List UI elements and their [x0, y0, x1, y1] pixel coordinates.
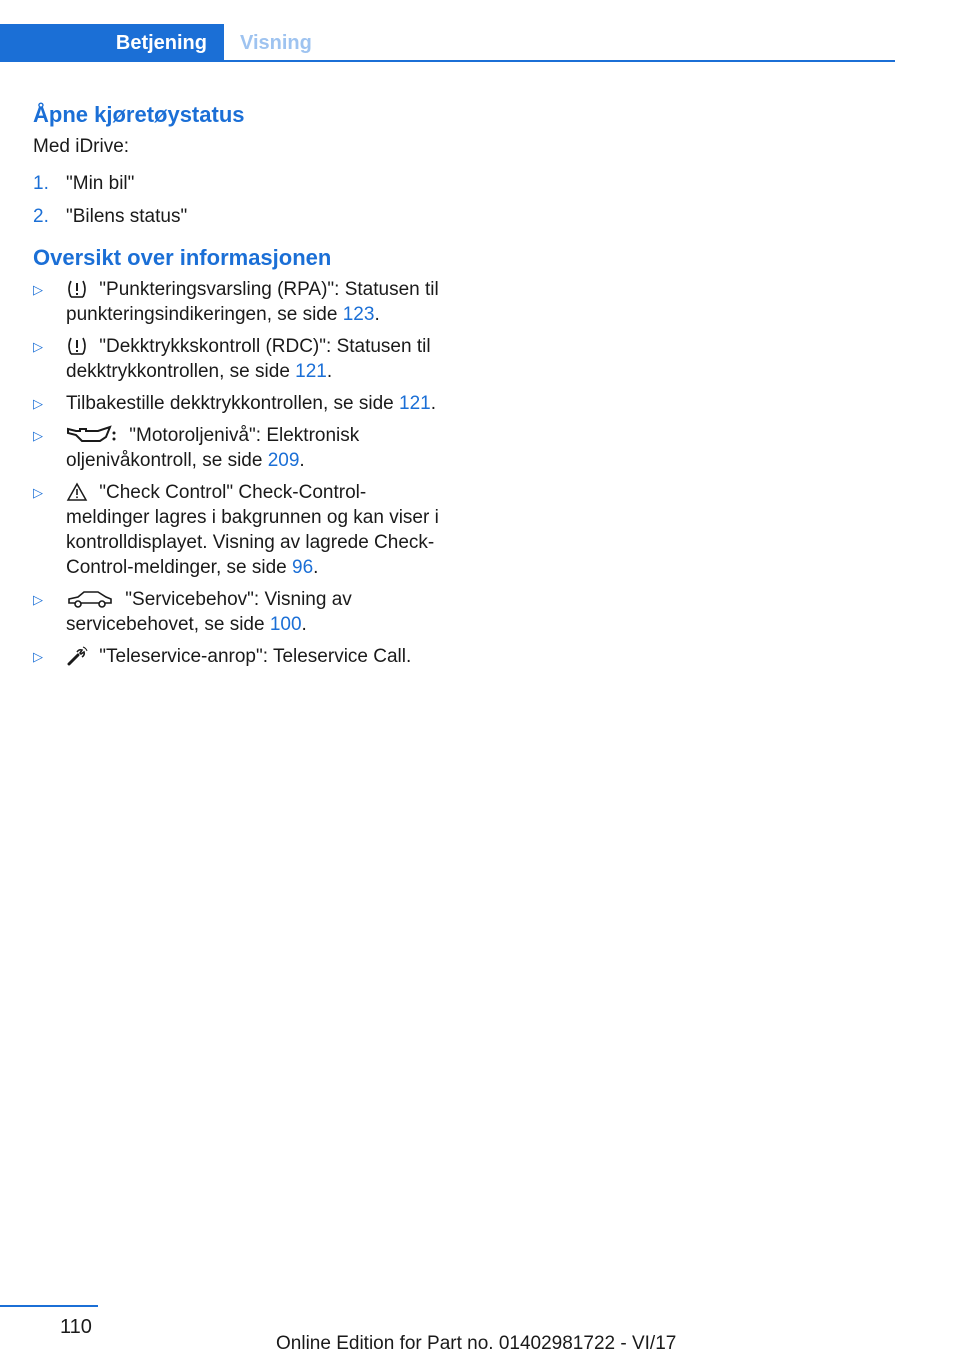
tab-visning[interactable]: Visning [240, 31, 312, 54]
page-number: 110 [60, 1316, 92, 1338]
triangle-bullet-icon: ▷ [33, 339, 43, 354]
step-text: "Bilens status" [66, 206, 188, 227]
triangle-bullet-icon: ▷ [33, 282, 43, 297]
item-text: Tilbakestille dekktrykkontrollen, se side [66, 393, 399, 414]
tire-warning-icon [66, 279, 88, 299]
oil-can-icon [66, 425, 118, 445]
page-reference-link[interactable]: 96 [292, 557, 314, 578]
item-end: . [374, 304, 380, 325]
top-navigation [0, 24, 895, 62]
tab-betjening[interactable]: Betjening [0, 24, 224, 62]
item-text: "Motoroljenivå": Elektronisk oljenivåkontroll, se side [66, 425, 360, 471]
item-text: "Teleservice-anrop": Teleservice Call. [94, 646, 412, 667]
list-item [33, 204, 443, 229]
page-reference-link[interactable]: 123 [342, 304, 375, 325]
page-reference-link[interactable]: 100 [269, 614, 302, 635]
triangle-bullet-icon: ▷ [33, 592, 43, 607]
car-service-icon [66, 589, 114, 609]
list-item [33, 334, 443, 384]
list-item [33, 480, 443, 580]
wrench-icon [66, 646, 88, 666]
page-reference-link[interactable]: 209 [267, 450, 300, 471]
footer-divider [0, 1305, 98, 1307]
item-text: "Dekktrykkskontroll (RDC)": Statusen til dekktrykkontrollen, se side [66, 336, 431, 382]
item-text: "Check Control" Check-Control-meldinger lagres i bakgrunnen og kan viser i kontrolldisplayet. Visning av lagrede Check-Control-meldinger, se side [66, 482, 439, 578]
warning-triangle-icon [66, 482, 88, 502]
triangle-bullet-icon: ▷ [33, 428, 43, 443]
main-content [33, 100, 443, 676]
triangle-bullet-icon: ▷ [33, 485, 43, 500]
item-text: "Punkteringsvarsling (RPA)": Statusen til punkteringsindikeringen, se side [66, 279, 439, 325]
item-end: . [299, 450, 305, 471]
page-reference-link[interactable]: 121 [399, 393, 431, 414]
step-number: 1. [33, 173, 49, 194]
intro-text: Med iDrive: [33, 136, 130, 157]
list-item [33, 587, 443, 637]
header-divider [0, 60, 895, 62]
step-number: 2. [33, 206, 49, 227]
list-item [33, 277, 443, 327]
section-title-vehicle-status: Åpne kjøretøystatus [33, 102, 245, 127]
section-title-overview: Oversikt over informasjonen [33, 245, 332, 270]
step-text: "Min bil" [66, 173, 135, 194]
list-item [33, 171, 443, 196]
triangle-bullet-icon: ▷ [33, 396, 43, 411]
triangle-bullet-icon: ▷ [33, 649, 43, 664]
list-item [33, 423, 443, 473]
steps-list [33, 171, 443, 229]
edition-info: Online Edition for Part no. 01402981722 - VI/17 [276, 1333, 677, 1354]
list-item [33, 644, 443, 669]
item-end: . [313, 557, 319, 578]
item-text: "Servicebehov": Visning av servicebehovet, se side [66, 589, 352, 635]
info-list [33, 277, 443, 669]
list-item [33, 391, 443, 416]
item-end: . [430, 393, 436, 414]
tire-warning-icon [66, 336, 88, 356]
item-end: . [326, 361, 333, 382]
page-reference-link[interactable]: 121 [295, 361, 327, 382]
item-end: . [301, 614, 307, 635]
